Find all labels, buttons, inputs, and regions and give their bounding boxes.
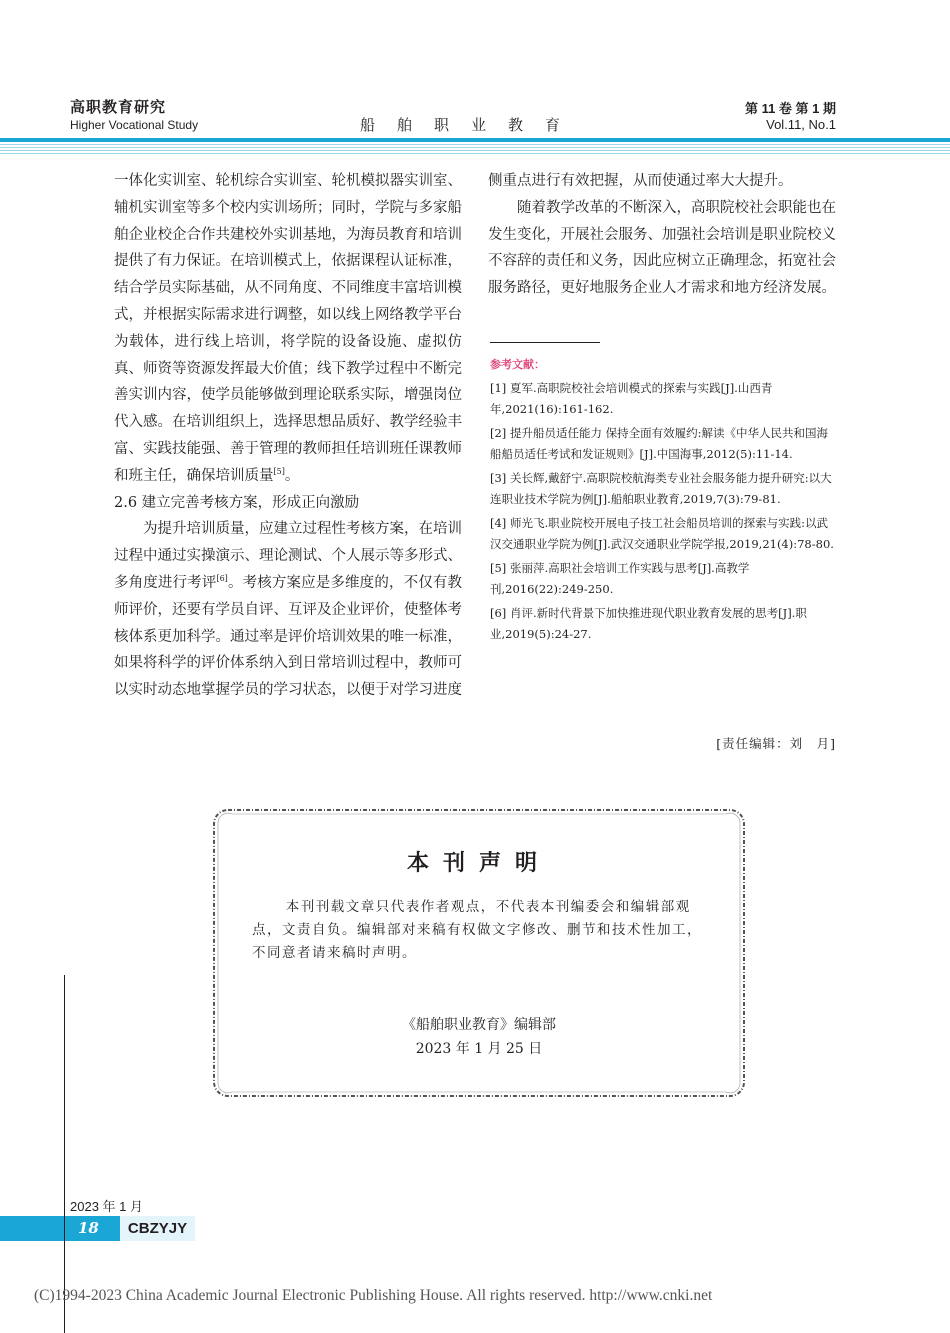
header-stripes — [0, 144, 950, 156]
footer-date: 2023 年 1 月 — [70, 1199, 143, 1214]
journal-code: CBZYJY — [120, 1216, 195, 1241]
left-column — [114, 168, 462, 704]
reference-item: [5] 张丽萍.高职社会培训工作实践与思考[J].高教学刊,2016(22):249-250. — [490, 561, 750, 596]
notice-date: 2023 年 1 月 25 日 — [415, 1041, 543, 1057]
references-title: 参考文献： — [490, 358, 545, 371]
page-number: 18 — [78, 1219, 99, 1237]
reference-item: [2] 提升船员适任能力 保持全面有效履约:解读《中华人民共和国海船船员适任考试和发证规则》[J].中国海事,2012(5):11-14. — [490, 426, 828, 461]
issue-info: 第 11 卷 第 1 期 — [744, 101, 836, 116]
header-bar — [0, 138, 950, 142]
reference-item: [6] 肖评.新时代背景下加快推进现代职业教育发展的思考[J].职业,2019(5):24-27. — [490, 606, 807, 641]
notice-title: 本刊声明 — [406, 850, 551, 876]
reference-item: [4] 师光飞.职业院校开展电子技工社会船员培训的探索与实践:以武汉交通职业学院为例[J].武汉交通职业学院学报,2019,21(4):78-80. — [490, 516, 834, 551]
section-heading: 2.6 建立完善考核方案，形成正向激励 — [114, 494, 360, 511]
issue-info-en: Vol.11, No.1 — [766, 117, 836, 132]
reference-item: [3] 关长辉,戴舒宁.高职院校航海类专业社会服务能力提升研究:以大连职业技术学院为例[J].船舶职业教育,2019,7(3):79-81. — [490, 471, 832, 506]
journal-name: 船舶职业教育 — [360, 116, 583, 134]
column-title-en: Higher Vocational Study — [70, 118, 199, 132]
references-list — [490, 378, 838, 648]
paragraph: 一体化实训室、轮机综合实训室、轮机模拟器实训室、辅机实训室等多个校内实训场所；同时，学院与多家船舶企业校企合作共建校外实训基地，为海员教育和培训提供了有力保证。在培训模式上，依据课程认证标准，结合学员实际基础，从不同角度、不同维度丰富培训模式，并根据实际需求进行调整，如以线上网络教学平台为载体，进行线上培训，将学院的设备设施、虚拟仿真、师资等资源发挥最大价值；线下教学过程中不断完善实训内容，使学员能够做到理论联系实际，增强岗位代入感。在培训组织上，选择思想品质好、教学经验丰富、实践技能强、善于管理的教师担任培训班任课教师和班主任，确保培训质量[5]。 — [114, 173, 462, 484]
paragraph: 为提升培训质量，应建立过程性考核方案，在培训过程中通过实操演示、理论测试、个人展示等多形式、多角度进行考评[6]。考核方案应是多维度的，不仅有教师评价，还要有学员自评、互评及企业评价，使整体考核体系更加科学。通过率是评价培训效果的唯一标准，如果将科学的评价体系纳入到日常培训过程中，教师可以实时动态地掌握学员的学习状态，以便于对学习进度 — [114, 521, 463, 699]
paragraph: 随着教学改革的不断深入，高职院校社会职能也在发生变化，开展社会服务、加强社会培训是职业院校义不容辞的责任和义务，因此应树立正确理念，拓宽社会服务路径，更好地服务企业人才需求和地方经济发展。 — [488, 199, 836, 297]
reference-item: [1] 夏军.高职院校社会培训模式的探索与实践[J].山西青年,2021(16):161-162. — [490, 381, 773, 416]
column-title: 高职教育研究 — [70, 98, 167, 116]
right-column — [488, 168, 836, 302]
notice-signature: 《船舶职业教育》编辑部 — [402, 1017, 556, 1033]
footer-vertical-line — [64, 975, 65, 1333]
divider — [490, 342, 600, 343]
paragraph: 侧重点进行有效把握，从而使通过率大大提升。 — [488, 173, 793, 189]
copyright-notice: (C)1994-2023 China Academic Journal Electronic Publishing House. All rights reserved. http://www.cnki.net — [34, 1287, 713, 1304]
responsible-editor: [责任编辑：刘 月] — [716, 736, 836, 751]
notice-body: 本刊刊载文章只代表作者观点，不代表本刊编委会和编辑部观点，文责自负。编辑部对来稿有权做文字修改、删节和技术性加工，不同意者请来稿时声明。 — [252, 899, 702, 961]
